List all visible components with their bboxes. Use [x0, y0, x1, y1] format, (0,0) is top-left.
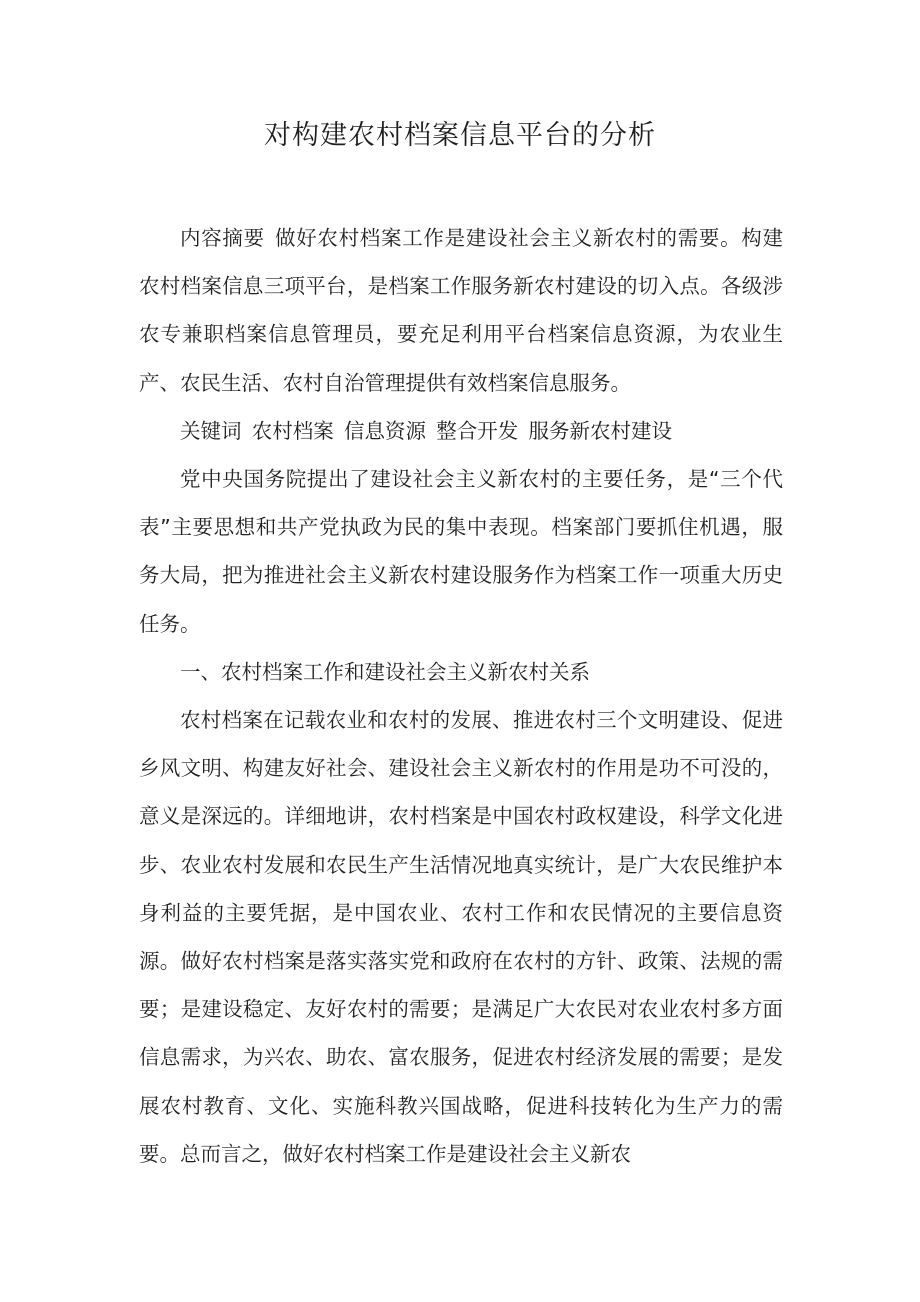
intro-paragraph: 党中央国务院提出了建设社会主义新农村的主要任务，是“三个代表”主要思想和共产党执政为民的集中表现。档案部门要抓住机遇，服务大局，把为推进社会主义新农村建设服务作为档案工作一项重大历史任务。: [139, 467, 783, 636]
abstract-text: 做好农村档案工作是建设社会主义新农村的需要。构建农村档案信息三项平台，是档案工作服务新农村建设的切入点。各级涉农专兼职档案信息管理员，要充足利用平台档案信息资源，为农业生产、农民生活、农村自治管理提供有效档案信息服务。: [139, 226, 784, 395]
document-title: 对构建农村档案信息平台的分析: [264, 120, 656, 151]
abstract-paragraph: [139, 214, 783, 407]
document-body: [139, 214, 783, 1178]
keyword-item: 服务新农村建设: [528, 418, 672, 443]
keyword-item: 整合开发: [436, 418, 519, 443]
section-body-paragraph: 农村档案在记载农业和农村的发展、推进农村三个文明建设、促进乡风文明、构建友好社会、建设社会主义新农村的作用是功不可没的，意义是深远的。详细地讲，农村档案是中国农村政权建设，科学文化进步、农业农村发展和农民生产生活情况地真实统计，是广大农民维护本身利益的主要凭据，是中国农业、农村工作和农民情况的主要信息资源。做好农村档案是落实落实党和政府在农村的方针、政策、法规的需要；是建设稳定、友好农村的需要；是满足广大农民对农业农村多方面信息需求，为兴农、助农、富农服务，促进农村经济发展的需要；是发展农村教育、文化、实施科教兴国战略，促进科技转化为生产力的需要。总而言之，做好农村档案工作是建设社会主义新农: [139, 708, 783, 1166]
abstract-label: 内容摘要: [180, 226, 265, 250]
keyword-item: 信息资源: [344, 418, 426, 443]
keywords-paragraph: [139, 407, 783, 455]
keyword-item: 农村档案: [251, 418, 334, 443]
section-heading: 一、农村档案工作和建设社会主义新农村关系: [180, 659, 590, 684]
keywords-label: 关键词: [180, 418, 242, 443]
